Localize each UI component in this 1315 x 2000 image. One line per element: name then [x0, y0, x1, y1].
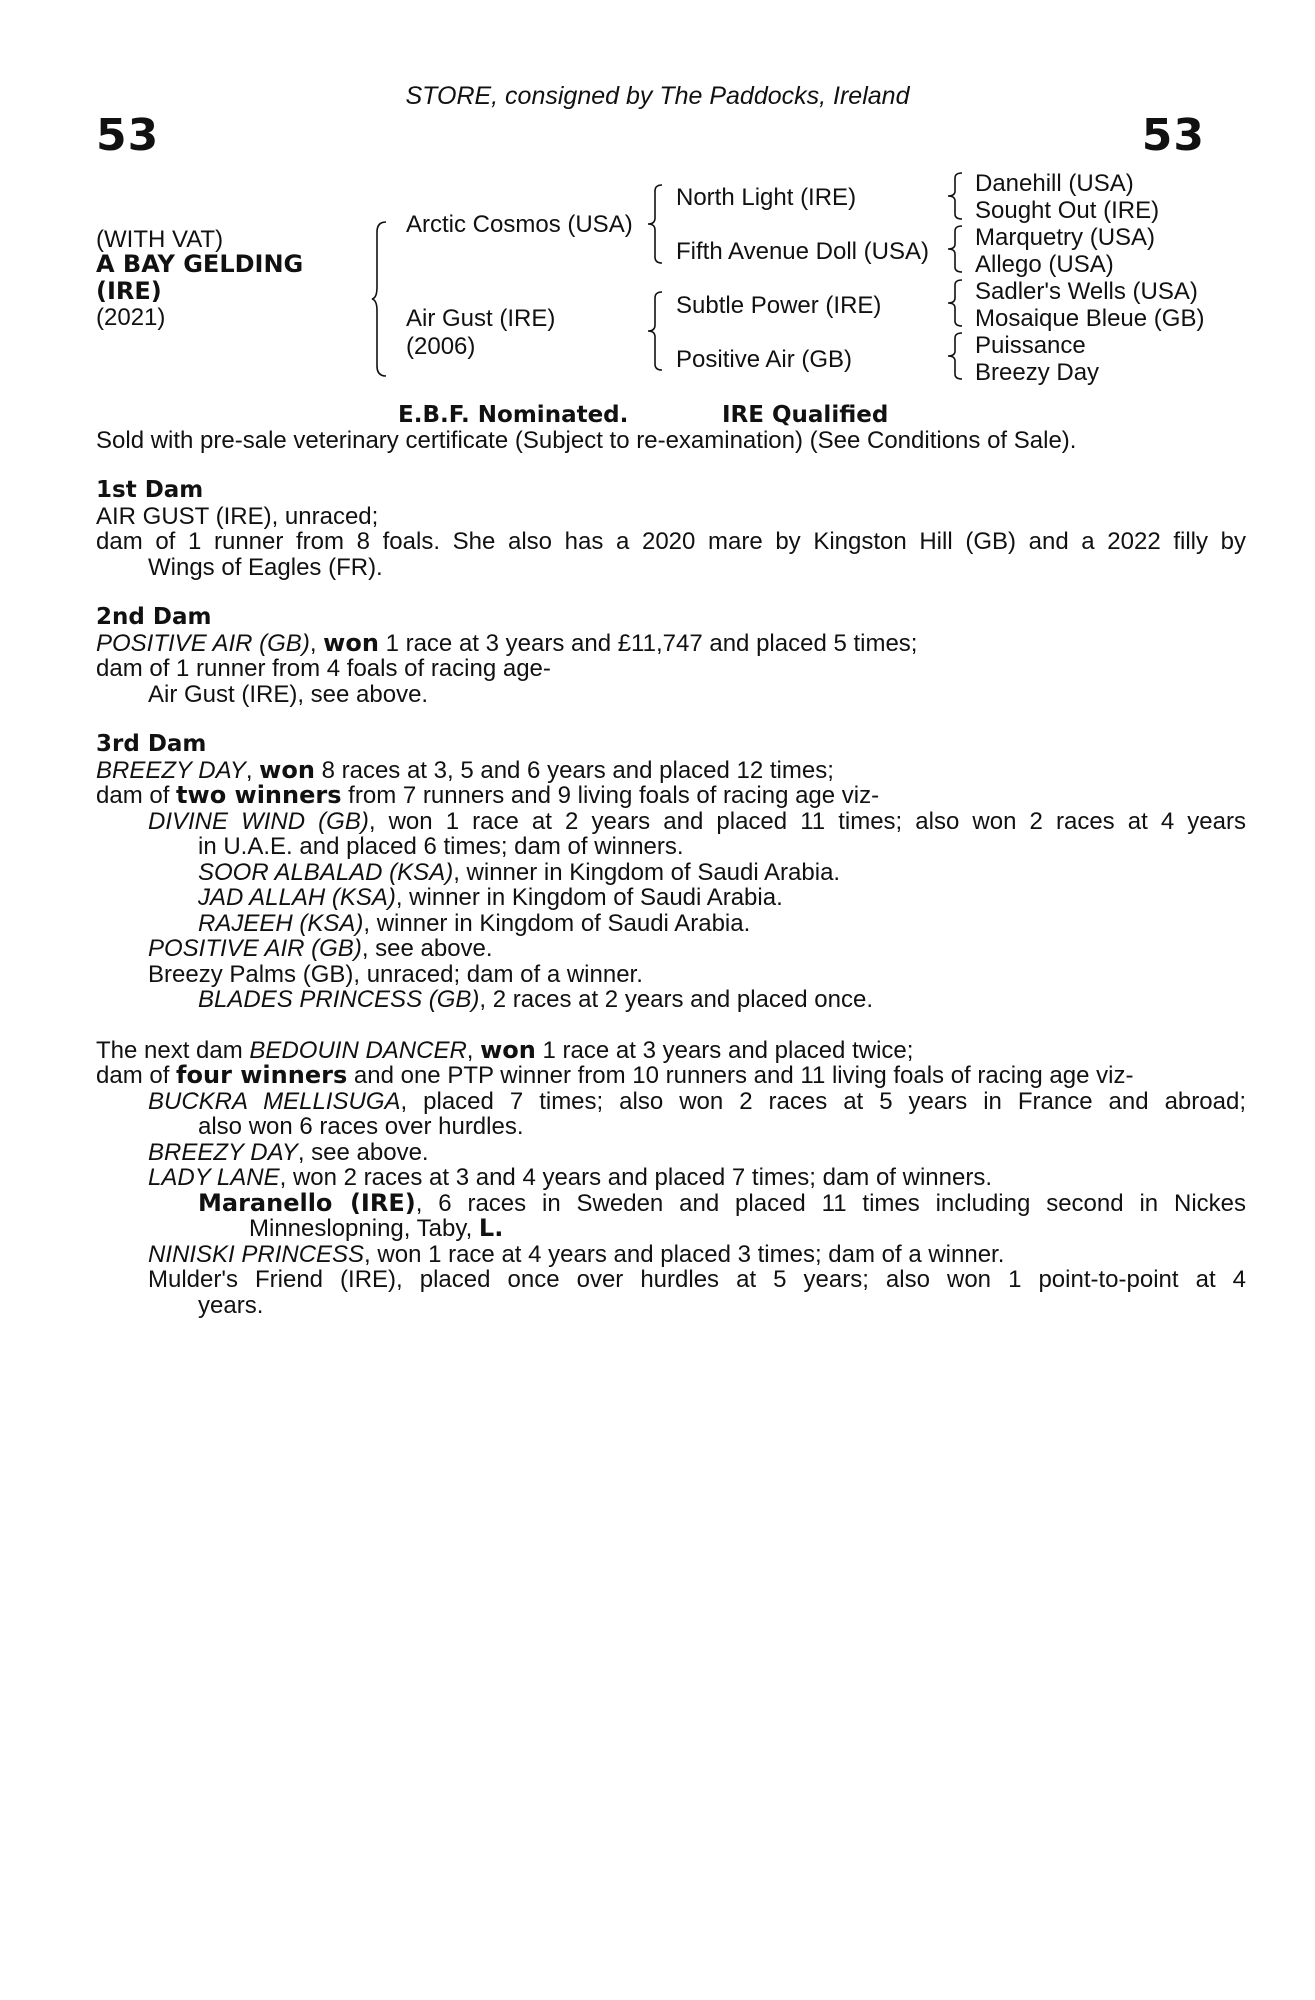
divine-wind-entry-cont: in U.A.E. and placed 6 times; dam of winners.: [198, 833, 684, 860]
pedigree-bracket-dam: [648, 292, 664, 370]
won-label: won: [323, 628, 379, 657]
pedigree-bracket-g3-2: [948, 226, 964, 272]
divine-wind-name: DIVINE WIND (GB): [148, 807, 369, 835]
horse-country: (IRE): [96, 277, 162, 305]
pedigree-g3-7: Puissance: [975, 332, 1086, 359]
pedigree-g3-1: Danehill (USA): [975, 170, 1134, 197]
second-dam-heading: 2nd Dam: [96, 604, 212, 630]
winners-count: two winners: [176, 781, 342, 809]
ebf-nomination: E.B.F. Nominated.: [398, 402, 629, 428]
vet-certificate-note: Sold with pre-sale veterinary certificate (Subject to re-examination) (See Conditions of Sale).: [96, 427, 1077, 454]
niniski-princess-entry: NINISKI PRINCESS, won 1 race at 4 years and placed 3 times; dam of a winner.: [148, 1240, 1005, 1268]
pedigree-sire: Arctic Cosmos (USA): [406, 211, 633, 238]
third-dam-heading: 3rd Dam: [96, 731, 207, 757]
mulders-friend-entry: Mulder's Friend (IRE), placed once over hurdles at 5 years; also won 1 point-to-point at 4: [148, 1266, 1246, 1293]
next-dam-record: The next dam BEDOUIN DANCER, won 1 race at 3 years and placed twice;: [96, 1035, 914, 1064]
positive-air-entry: POSITIVE AIR (GB), see above.: [148, 935, 493, 962]
won-label: won: [480, 1035, 536, 1064]
first-dam-produce-cont: Wings of Eagles (FR).: [148, 553, 383, 581]
first-dam-produce: dam of 1 runner from 8 foals. She also has a 2020 mare by Kingston Hill (GB) and a 2022 filly by: [96, 528, 1246, 555]
third-dam-record: BREEZY DAY, won 8 races at 3, 5 and 6 years and placed 12 times;: [96, 755, 834, 784]
second-dam-record: POSITIVE AIR (GB), won 1 race at 3 years and £11,747 and placed 5 times;: [96, 628, 918, 657]
breezy-day-entry: BREEZY DAY, see above.: [148, 1138, 429, 1166]
next-dam-name: BEDOUIN DANCER: [249, 1036, 467, 1064]
third-dam-produce: dam of two winners from 7 runners and 9 living foals of racing age viz-: [96, 781, 880, 809]
blades-princess-entry: BLADES PRINCESS (GB), 2 races at 2 years and placed once.: [198, 986, 873, 1013]
pedigree-sire-dam: Fifth Avenue Doll (USA): [676, 238, 929, 265]
pedigree-g3-5: Sadler's Wells (USA): [975, 278, 1198, 305]
maranello-entry: Maranello (IRE), 6 races in Sweden and placed 11 times including second in Nickes: [198, 1188, 1247, 1217]
pedigree-g3-3: Marquetry (USA): [975, 224, 1156, 251]
pedigree-dam-year: (2006): [406, 333, 476, 360]
pedigree-g3-2: Sought Out (IRE): [975, 197, 1160, 224]
ire-qualified: IRE Qualified: [722, 402, 889, 428]
horse-description: A BAY GELDING: [96, 250, 304, 278]
maranello-entry-cont: Minneslopning, Taby, L.: [249, 1214, 504, 1242]
pedigree-sire-sire: North Light (IRE): [676, 184, 857, 211]
pedigree-dam-sire: Subtle Power (IRE): [676, 292, 882, 319]
horse-year: (2021): [96, 304, 166, 331]
divine-wind-entry: DIVINE WIND (GB), won 1 race at 2 years and placed 11 times; also won 2 races at 4 years: [148, 807, 1246, 835]
pedigree-g3-4: Allego (USA): [975, 251, 1114, 278]
lot-number-right: 53: [1141, 110, 1205, 161]
pedigree-bracket-g3-1: [948, 173, 964, 219]
next-dam-produce: dam of four winners and one PTP winner from 10 runners and 11 living foals of racing age viz-: [96, 1061, 1134, 1089]
won-label: won: [259, 755, 315, 784]
first-dam-name: AIR GUST (IRE), unraced;: [96, 502, 379, 530]
pedigree-bracket-main: [372, 222, 388, 376]
lady-lane-entry: LADY LANE, won 2 races at 3 and 4 years and placed 7 times; dam of winners.: [148, 1164, 993, 1191]
vat-note: (WITH VAT): [96, 226, 224, 253]
page-header-title: STORE, consigned by The Paddocks, Ireland: [405, 82, 910, 110]
rajeeh-entry: RAJEEH (KSA), winner in Kingdom of Saudi Arabia.: [198, 909, 751, 937]
pedigree-dam: Air Gust (IRE): [406, 305, 556, 332]
catalogue-body: [96, 478, 1246, 1318]
third-dam-name: BREEZY DAY: [96, 756, 246, 784]
buckra-mellisuga-entry-cont: also won 6 races over hurdles.: [198, 1113, 524, 1140]
second-dam-produce: dam of 1 runner from 4 foals of racing age-: [96, 655, 551, 682]
mulders-friend-entry-cont: years.: [198, 1291, 264, 1319]
maranello-name: Maranello (IRE): [198, 1188, 416, 1217]
buckra-mellisuga-entry: BUCKRA MELLISUGA, placed 7 times; also won 2 races at 5 years in France and abroad;: [148, 1087, 1246, 1115]
pedigree-dam-dam: Positive Air (GB): [676, 346, 853, 373]
winners-count: four winners: [176, 1061, 348, 1089]
pedigree-bracket-sire: [648, 185, 664, 263]
pedigree-bracket-g3-3: [948, 280, 964, 326]
second-dam-entry: Air Gust (IRE), see above.: [148, 680, 429, 708]
pedigree-g3-6: Mosaique Bleue (GB): [975, 305, 1205, 332]
second-dam-name: POSITIVE AIR (GB): [96, 629, 310, 657]
first-dam-heading: 1st Dam: [96, 477, 204, 503]
breezy-palms-entry: Breezy Palms (GB), unraced; dam of a winner.: [148, 960, 643, 988]
pedigree-g3-8: Breezy Day: [975, 359, 1100, 386]
listed-race-marker: L.: [478, 1214, 504, 1242]
jad-allah-entry: JAD ALLAH (KSA), winner in Kingdom of Saudi Arabia.: [198, 884, 783, 911]
soor-albalad-entry: SOOR ALBALAD (KSA), winner in Kingdom of Saudi Arabia.: [198, 858, 841, 886]
pedigree-bracket-g3-4: [948, 333, 964, 379]
lot-number-left: 53: [96, 110, 160, 161]
